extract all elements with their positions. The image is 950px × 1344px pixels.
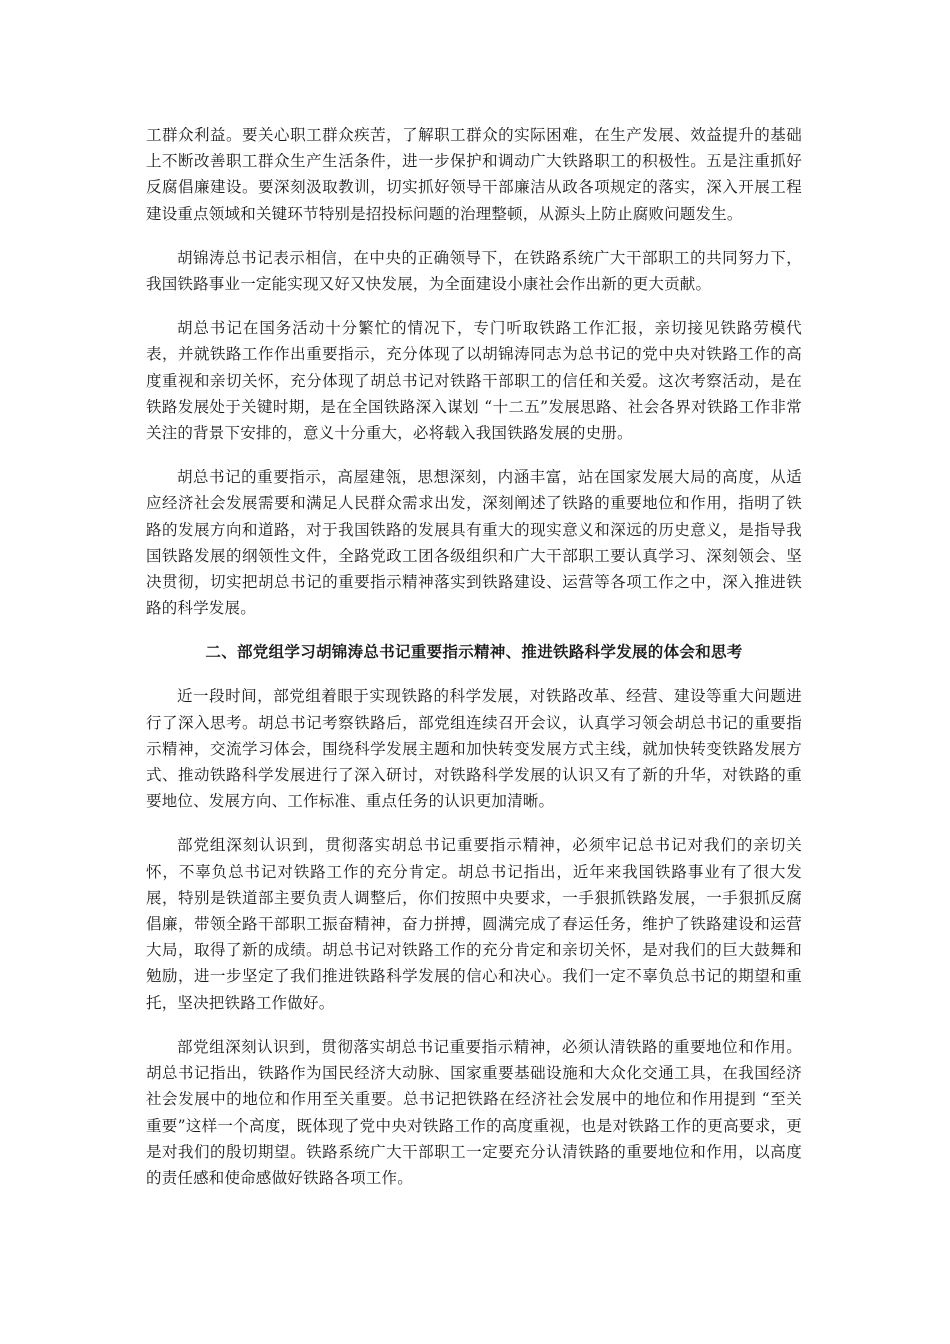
paragraph-inspection-significance: 胡总书记在国务活动十分繁忙的情况下，专门听取铁路工作汇报，亲切接见铁路劳模代表，并就铁路工作作出重要指示，充分体现了以胡锦涛同志为总书记的党中央对铁路工作的高度重视和亲切关怀，充分体现了胡总书记对铁路干部职工的信任和关爱。这次考察活动，是在铁路发展处于关键时期，是在全国铁路深入谋划 “十二五”发展思路、社会各界对铁路工作非常关注的背景下安排的，意义十分重大，必将载入我国铁路发展的史册。 — [146, 319, 802, 443]
paragraph-instructions-importance: 胡总书记的重要指示，高屋建瓴，思想深刻，内涵丰富，站在国家发展大局的高度，从适应经济社会发展需要和满足人民群众需求出发，深刻阐述了铁路的重要地位和作用，指明了铁路的发展方向和道路，对于我国铁路的发展具有重大的现实意义和深远的历史意义，是指导我国铁路发展的纲领性文件，全路党政工团各级组织和广大干部职工要认真学习、深刻领会、坚决贯彻，切实把胡总书记的重要指示精神落实到铁路建设、运营等各项工作之中，深入推进铁路的科学发展。 — [146, 468, 802, 618]
section-heading: 二、部党组学习胡锦涛总书记重要指示精神、推进铁路科学发展的体会和思考 — [205, 643, 743, 662]
paragraph-recent-reflection: 近一段时间，部党组着眼于实现铁路的科学发展，对铁路改革、经营、建设等重大问题进行了深入思考。胡总书记考察铁路后，部党组连续召开会议，认真学习领会胡总书记的重要指示精神，交流学习体会，围绕科学发展主题和加快转变发展方式主线，就加快转变铁路发展方式、推动铁路科学发展进行了深入研讨，对铁路科学发展的认识又有了新的升华，对铁路的重要地位、发展方向、工作标准、重点任务的认识更加清晰。 — [146, 687, 802, 811]
paragraph-care-and-affirmation: 部党组深刻认识到，贯彻落实胡总书记重要指示精神，必须牢记总书记对我们的亲切关怀，不辜负总书记对铁路工作的充分肯定。胡总书记指出，近年来我国铁路事业有了很大发展，特别是铁道部主要负责人调整后，你们按照中央要求，一手狠抓铁路发展，一手狠抓反腐倡廉，带领全路干部职工振奋精神，奋力拼搏，圆满完成了春运任务，维护了铁路建设和运营大局，取得了新的成绩。胡总书记对铁路工作的充分肯定和亲切关怀，是对我们的巨大鼓舞和勉励，进一步坚定了我们推进铁路科学发展的信心和决心。我们一定不辜负总书记的期望和重托，坚决把铁路工作做好。 — [146, 836, 802, 1012]
paragraph-railway-status-role: 部党组深刻认识到，贯彻落实胡总书记重要指示精神，必须认清铁路的重要地位和作用。胡总书记指出，铁路作为国民经济大动脉、国家重要基础设施和大众化交通工具，在我国经济社会发展中的地位和作用至关重要。总书记把铁路在经济社会发展中的地位和作用提到 “至关重要”这样一个高度，既体现了党中央对铁路工作的高度重视，也是对铁路工作的更高要求，更是对我们的殷切期望。铁路系统广大干部职工一定要充分认清铁路的重要地位和作用，以高度的责任感和使命感做好铁路各项工作。 — [146, 1037, 802, 1187]
paragraph-continuation: 工群众利益。要关心职工群众疾苦，了解职工群众的实际困难，在生产发展、效益提升的基础上不断改善职工群众生产生活条件，进一步保护和调动广大铁路职工的积极性。五是注重抓好反腐倡廉建设。要深刻汲取教训，切实抓好领导干部廉洁从政各项规定的落实，深入开展工程建设重点领域和关键环节特别是招投标问题的治理整顿，从源头上防止腐败问题发生。 — [146, 126, 802, 223]
document-page — [146, 122, 802, 1209]
paragraph-confidence: 胡锦涛总书记表示相信，在中央的正确领导下，在铁路系统广大干部职工的共同努力下，我国铁路事业一定能实现又好又快发展，为全面建设小康社会作出新的更大贡献。 — [146, 248, 802, 294]
